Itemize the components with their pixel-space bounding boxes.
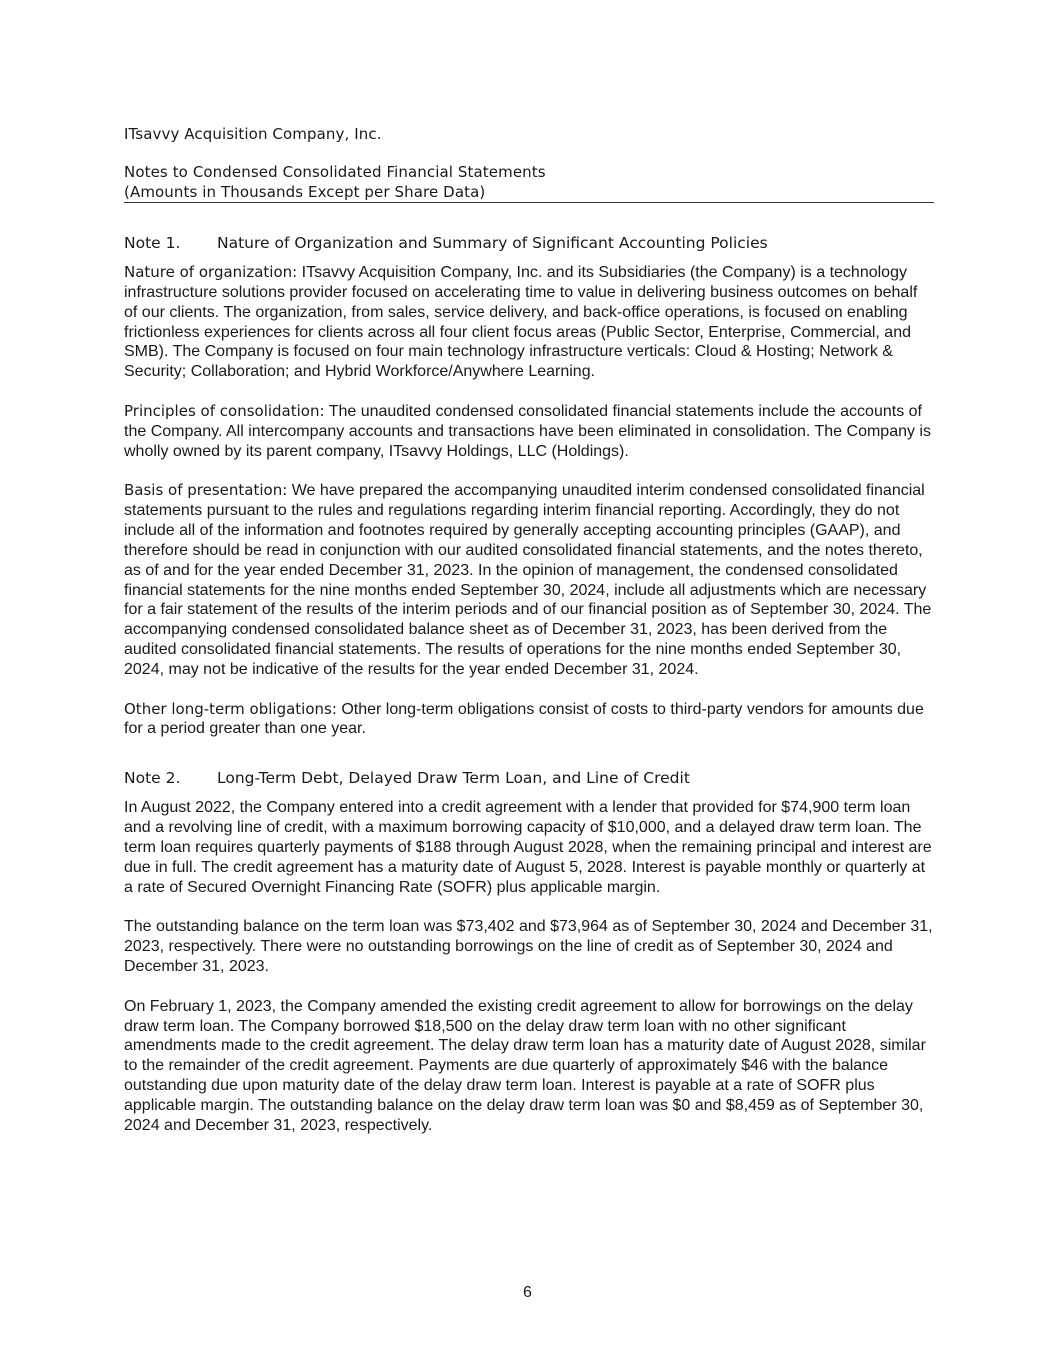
paragraph-text: ITsavvy Acquisition Company, Inc. and its Subsidiaries (the Company) is a technology infrastructure solutions provider focused on accelerating time to value in delivering business outcomes on behalf of our clients. The organization, from sales, service delivery, and back-office operations, is focused on enabling frictionless experiences for clients across all four client focus areas (Public Sector, Enterprise, Commercial, and SMB). The Company is focused on four main technology infrastructure verticals: Cloud & Hosting; Network & Security; Collaboration; and Hybrid Workforce/Anywhere Learning. xyxy=(124,264,918,381)
page-number: 6 xyxy=(523,1284,532,1301)
paragraph-lead: Basis of presentation: xyxy=(124,481,288,500)
document-page xyxy=(124,124,934,1136)
note-1-paragraph-nature xyxy=(124,263,934,382)
note-1-paragraph-consolidation xyxy=(124,402,934,462)
paragraph-lead: Other long-term obligations: xyxy=(124,699,337,718)
note-1-paragraph-presentation xyxy=(124,481,934,679)
note-2-paragraph-credit-agreement: In August 2022, the Company entered into a credit agreement with a lender that provided for $74,900 term loan and a revolving line of credit, with a maximum borrowing capacity of $10,000, and a delayed draw term loan. The term loan requires quarterly payments of $188 through August 2028, when the remaining principal and interest are due in full. The credit agreement has a maturity date of August 5, 2028. Interest is payable monthly or quarterly at a rate of Secured Overnight Financing Rate (SOFR) plus applicable margin. xyxy=(124,799,932,896)
paragraph-text: Other long-term obligations consist of costs to third-party vendors for amounts due for a period greater than one year. xyxy=(124,700,924,738)
note-2-paragraph-outstanding-balance: The outstanding balance on the term loan was $73,402 and $73,964 as of September 30, 2024 and December 31, 2023, respectively. There were no outstanding borrowings on the line of credit as of September 30, 2024 and December 31, 2023. xyxy=(124,918,933,975)
paragraph-text: We have prepared the accompanying unaudited interim condensed consolidated financial statements pursuant to the rules and regulations regarding interim financial reporting. Accordingly, they do not include all of the information and footnotes required by generally accepting accounting principles (GAAP), and therefore should be read in conjunction with our audited consolidated financial statements, and the notes thereto, as of and for the year ended December 31, 2023. In the opinion of management, the condensed consolidated financial statements for the nine months ended September 30, 2024, include all adjustments which are necessary for a fair statement of the results of the interim periods and of our financial position as of September 30, 2024. The accompanying condensed consolidated balance sheet as of December 31, 2023, has been derived from the audited consolidated financial statements. The results of operations for the nine months ended September 30, 2024, may not be indicative of the results for the year ended December 31, 2024. xyxy=(124,482,932,678)
note-2-paragraph-amendment: On February 1, 2023, the Company amended the existing credit agreement to allow for borrowings on the delay draw term loan. The Company borrowed $18,500 on the delay draw term loan with no other significant amendments made to the credit agreement. The delay draw term loan has a maturity date of August 2028, similar to the remainder of the credit agreement. Payments are due quarterly of approximately $46 with the balance outstanding due upon maturity date of the delay draw term loan. Interest is payable at a rate of SOFR plus applicable margin. The outstanding balance on the delay draw term loan was $0 and $8,459 as of September 30, 2024 and December 31, 2023, respectively. xyxy=(124,997,926,1134)
note-1-number: Note 1. xyxy=(124,234,181,252)
note-1-paragraph-obligations xyxy=(124,700,934,740)
statement-header xyxy=(124,162,934,203)
company-name: ITsavvy Acquisition Company, Inc. xyxy=(124,125,382,143)
note-2-heading xyxy=(124,768,934,788)
paragraph-lead: Principles of consolidation: xyxy=(124,401,325,420)
note-2-title: Long-Term Debt, Delayed Draw Term Loan, and Line of Credit xyxy=(217,769,690,788)
paragraph-lead: Nature of organization: xyxy=(124,263,298,281)
statement-title: Notes to Condensed Consolidated Financial Statements xyxy=(124,163,546,181)
paragraph-text: The unaudited condensed consolidated financial statements include the accounts of the Company. All intercompany accounts and transactions have been eliminated in consolidation. The Company is wholly owned by its parent company, ITsavvy Holdings, LLC (Holdings). xyxy=(124,402,931,460)
note-1-title: Nature of Organization and Summary of Significant Accounting Policies xyxy=(217,234,768,252)
statement-subtitle: (Amounts in Thousands Except per Share Data) xyxy=(124,183,486,201)
note-1-heading xyxy=(124,233,934,253)
note-2-number: Note 2. xyxy=(124,769,181,788)
